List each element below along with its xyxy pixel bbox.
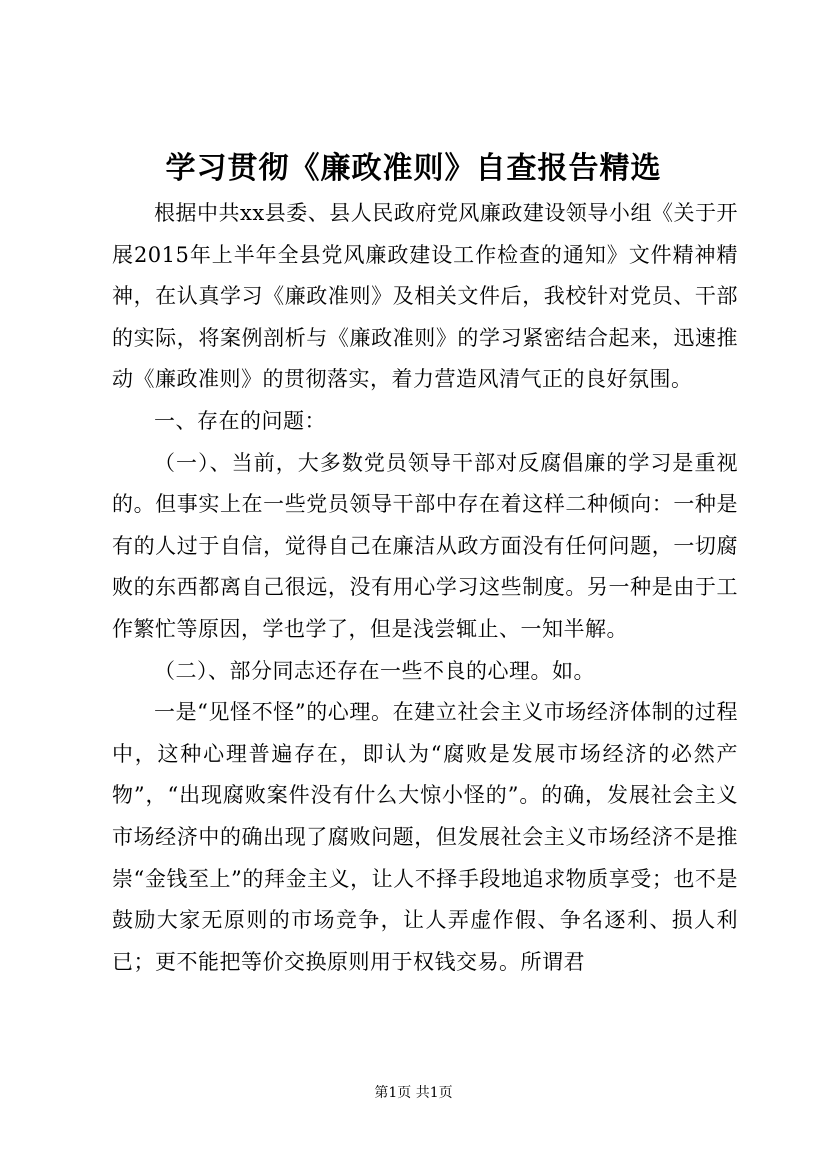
page-number-footer: 第1页 共1页 <box>374 1085 453 1101</box>
paragraph-intro: 根据中共xx县委、县人民政府党风廉政建设领导小组《关于开展2015年上半年全县党风廉政建设工作检查的通知》文件精神精神，在认真学习《廉政准则》及相关文件后，我校针对党员、干部的实际，将案例剖析与《廉政准则》的学习紧密结合起来，迅速推动《廉政准则》的贯彻落实，着力营造风清气正的良好氛围。 <box>112 201 738 392</box>
paragraph-section-heading: 一、存在的问题： <box>154 408 326 433</box>
paragraph-issue-one: （一）、当前，大多数党员领导干部对反腐倡廉的学习是重视的。但事实上在一些党员领导干部中存在着这样二种倾向：一种是有的人过于自信，觉得自己在廉洁从政方面没有任何问题，一切腐败的东西都离自己很远，没有用心学习这些制度。另一种是由于工作繁忙等原因，学也学了，但是浅尝辄止、一知半解。 <box>112 450 738 641</box>
paragraph-mindset-one: 一是“见怪不怪”的心理。在建立社会主义市场经济体制的过程中，这种心理普遍存在，即认为“腐败是发展市场经济的必然产物”，“出现腐败案件没有什么大惊小怪的”。的确，发展社会主义市场经济中的确出现了腐败问题，但发展社会主义市场经济不是推崇“金钱至上”的拜金主义，让人不择手段地追求物质享受；也不是鼓励大家无原则的市场竞争，让人弄虚作假、争名逐利、损人利已；更不能把等价交换原则用于权钱交易。所谓君 <box>112 700 738 974</box>
document-title: 学习贯彻《廉政准则》自查报告精选 <box>165 151 662 186</box>
paragraph-issue-two: （二）、部分同志还存在一些不良的心理。如。 <box>154 658 595 683</box>
document-body <box>112 193 738 983</box>
